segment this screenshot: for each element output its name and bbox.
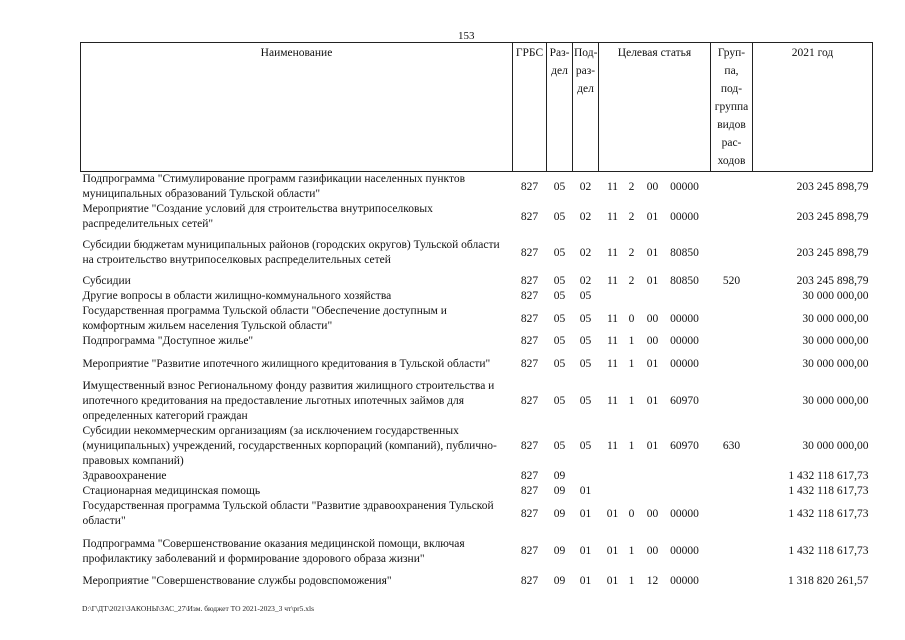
row-podrazdel xyxy=(573,469,599,484)
table-row xyxy=(81,202,873,232)
row-podrazdel: 01 xyxy=(579,507,592,520)
row-cs-direction: 60970 xyxy=(670,395,699,407)
row-cs-direction: 00000 xyxy=(670,507,699,520)
row-cs-program: 11 xyxy=(606,246,619,259)
row-amount: 203 245 898,79 xyxy=(796,180,869,193)
row-grbs: 827 xyxy=(520,275,539,287)
row-cs-direction: 00000 xyxy=(670,545,699,557)
row-cs-program: 01 xyxy=(606,575,619,587)
header-group-line: па, xyxy=(724,65,739,77)
row-grbs: 827 xyxy=(520,335,539,347)
row-cs-program: 11 xyxy=(606,395,619,407)
budget-table xyxy=(80,42,873,589)
header-expense-group xyxy=(711,43,753,172)
row-grbs: 827 xyxy=(520,470,539,482)
row-name: Мероприятие "Создание условий для строительства внутрипоселковых распределительных сетей" xyxy=(82,203,433,230)
table-row xyxy=(81,379,873,424)
row-razdel: 05 xyxy=(553,440,566,452)
header-name: Наименование xyxy=(81,43,513,172)
row-amount: 30 000 000,00 xyxy=(802,312,869,325)
row-razdel: 05 xyxy=(553,395,566,407)
row-grbs: 827 xyxy=(520,290,539,302)
row-target-article xyxy=(599,202,711,232)
row-cs-subprogram: 2 xyxy=(628,275,635,287)
table-row xyxy=(81,334,873,349)
row-podrazdel: 01 xyxy=(579,575,592,587)
row-amount: 30 000 000,00 xyxy=(802,395,869,407)
row-name: Мероприятие "Развитие ипотечного жилищного кредитования в Тульской области" xyxy=(82,357,491,370)
row-cs-program: 11 xyxy=(606,210,619,223)
row-cs-direction: 60970 xyxy=(670,440,699,452)
row-podrazdel: 05 xyxy=(579,440,592,452)
table-row xyxy=(81,484,873,499)
header-podrazdel xyxy=(573,43,599,172)
row-expense-group xyxy=(711,529,753,574)
row-expense-group: 520 xyxy=(722,275,741,287)
row-podrazdel: 02 xyxy=(579,275,592,287)
row-amount: 30 000 000,00 xyxy=(802,290,869,302)
row-amount: 203 245 898,79 xyxy=(796,275,869,287)
table-row xyxy=(81,349,873,379)
row-cs-subprogram: 1 xyxy=(628,357,635,370)
row-razdel: 05 xyxy=(553,357,566,370)
row-razdel: 05 xyxy=(553,180,566,193)
row-podrazdel: 02 xyxy=(579,210,592,223)
row-name: Подпрограмма "Стимулирование программ газификации населенных пунктов муниципальных образований Тульской области" xyxy=(82,173,466,200)
row-podrazdel: 02 xyxy=(579,180,592,193)
header-group-line: Груп- xyxy=(717,47,746,59)
row-cs-direction: 00000 xyxy=(670,357,699,370)
row-expense-group xyxy=(711,499,753,529)
row-cs-subprogram: 2 xyxy=(628,246,635,259)
row-amount: 1 432 118 617,73 xyxy=(788,470,869,482)
row-razdel: 05 xyxy=(553,312,566,325)
row-razdel: 09 xyxy=(553,470,566,482)
row-cs-subprogram: 2 xyxy=(628,180,635,193)
row-cs-event: 00 xyxy=(646,507,659,520)
row-razdel: 05 xyxy=(553,335,566,347)
row-target-article xyxy=(599,274,711,289)
table-row xyxy=(81,172,873,203)
row-cs-event: 01 xyxy=(646,395,659,407)
table-row xyxy=(81,232,873,274)
row-cs-event: 01 xyxy=(646,275,659,287)
file-path-footer: D:\Г\ДТ\2021\ЗАКОНЫ\ЗАС_27\Изм. бюджет ТО 2021-2023_3 чт\pr5.xls xyxy=(82,604,315,613)
row-target-article xyxy=(599,349,711,379)
row-cs-subprogram: 0 xyxy=(628,507,635,520)
row-cs-subprogram: 2 xyxy=(628,210,635,223)
row-podrazdel: 01 xyxy=(579,485,592,497)
row-razdel: 09 xyxy=(553,507,566,520)
row-target-article xyxy=(599,334,711,349)
header-year: 2021 год xyxy=(753,43,873,172)
row-name: Субсидии некоммерческим организациям (за исключением государственных (муниципальных) учреждений, государственных корпораций (компаний), публично-правовых компаний) xyxy=(82,425,497,467)
row-cs-event: 01 xyxy=(646,210,659,223)
row-amount: 30 000 000,00 xyxy=(802,440,869,452)
header-razdel-line: Раз- xyxy=(549,47,570,59)
row-amount: 1 432 118 617,73 xyxy=(788,545,869,557)
header-group-line: рас- xyxy=(721,137,742,149)
row-cs-event: 01 xyxy=(646,357,659,370)
row-grbs: 827 xyxy=(520,575,539,587)
row-cs-subprogram: 0 xyxy=(628,312,635,325)
row-target-article xyxy=(599,469,711,484)
row-cs-direction: 00000 xyxy=(670,335,699,347)
table-row xyxy=(81,529,873,574)
header-podrazdel-line: Под- xyxy=(574,47,598,59)
row-name: Другие вопросы в области жилищно-коммунального хозяйства xyxy=(82,290,392,302)
row-podrazdel: 05 xyxy=(579,312,592,325)
row-expense-group xyxy=(711,379,753,424)
row-grbs: 827 xyxy=(520,440,539,452)
row-podrazdel: 02 xyxy=(579,246,592,259)
table-row xyxy=(81,304,873,334)
row-cs-direction: 00000 xyxy=(670,312,699,325)
row-razdel: 05 xyxy=(553,246,566,259)
row-cs-program: 11 xyxy=(606,275,619,287)
row-target-article xyxy=(599,499,711,529)
row-cs-program: 01 xyxy=(606,507,619,520)
row-cs-direction: 80850 xyxy=(670,275,699,287)
row-expense-group xyxy=(711,469,753,484)
row-grbs: 827 xyxy=(520,312,539,325)
row-cs-program: 11 xyxy=(606,180,619,193)
row-expense-group xyxy=(711,349,753,379)
row-name: Здравоохранение xyxy=(82,470,167,482)
row-grbs: 827 xyxy=(520,507,539,520)
row-name: Имущественный взнос Региональному фонду развития жилищного строительства и ипотечного кредитования на предоставление льготных ипотечных займов для определенных категорий граждан xyxy=(82,380,495,422)
row-expense-group xyxy=(711,484,753,499)
header-group-line: ходов xyxy=(717,155,746,167)
row-cs-program: 11 xyxy=(606,335,619,347)
row-podrazdel: 05 xyxy=(579,290,592,302)
row-cs-program: 11 xyxy=(606,357,619,370)
row-amount: 203 245 898,79 xyxy=(796,210,869,223)
table-row xyxy=(81,424,873,469)
row-name: Подпрограмма "Совершенствование оказания медицинской помощи, включая профилактику заболеваний и формирование здорового образа жизни" xyxy=(82,537,465,565)
row-name: Субсидии xyxy=(82,275,131,287)
row-grbs: 827 xyxy=(520,545,539,557)
row-name: Стационарная медицинская помощь xyxy=(82,485,261,497)
row-name: Государственная программа Тульской области "Развитие здравоохранения Тульской области" xyxy=(82,500,494,527)
row-target-article xyxy=(599,304,711,334)
header-group-line: группа xyxy=(714,101,749,113)
row-amount: 1 432 118 617,73 xyxy=(788,507,869,520)
row-cs-direction: 00000 xyxy=(670,210,699,223)
row-target-article xyxy=(599,424,711,469)
row-amount: 30 000 000,00 xyxy=(802,357,869,370)
row-expense-group xyxy=(711,334,753,349)
row-amount: 203 245 898,79 xyxy=(796,246,869,259)
row-cs-program: 11 xyxy=(606,312,619,325)
row-podrazdel: 05 xyxy=(579,335,592,347)
row-target-article xyxy=(599,484,711,499)
row-amount: 1 432 118 617,73 xyxy=(788,485,869,497)
row-amount: 1 318 820 261,57 xyxy=(788,575,869,587)
row-grbs: 827 xyxy=(520,246,539,259)
row-name: Мероприятие "Совершенствование службы родовспоможения" xyxy=(82,575,392,587)
table-row xyxy=(81,469,873,484)
row-grbs: 827 xyxy=(520,180,539,193)
row-cs-event: 00 xyxy=(646,312,659,325)
row-podrazdel: 05 xyxy=(579,357,592,370)
row-razdel: 05 xyxy=(553,275,566,287)
row-expense-group xyxy=(711,172,753,203)
header-podrazdel-line: дел xyxy=(577,83,594,95)
header-razdel xyxy=(547,43,573,172)
row-cs-subprogram: 1 xyxy=(628,395,635,407)
row-cs-event: 00 xyxy=(646,180,659,193)
header-group-line: под- xyxy=(720,83,743,95)
row-target-article xyxy=(599,172,711,203)
row-expense-group xyxy=(711,289,753,304)
row-name: Подпрограмма "Доступное жилье" xyxy=(82,335,254,347)
row-cs-direction: 00000 xyxy=(670,180,699,193)
header-group-line: видов xyxy=(717,119,746,131)
row-cs-subprogram: 1 xyxy=(628,335,635,347)
row-target-article xyxy=(599,289,711,304)
row-expense-group xyxy=(711,574,753,589)
row-cs-event: 12 xyxy=(646,575,659,587)
row-name: Субсидии бюджетам муниципальных районов (городских округов) Тульской области на строительство внутрипоселковых распределительных сетей xyxy=(82,239,500,266)
row-cs-program: 01 xyxy=(606,545,619,557)
row-razdel: 09 xyxy=(553,485,566,497)
row-razdel: 05 xyxy=(553,290,566,302)
row-name: Государственная программа Тульской области "Обеспечение доступным и комфортным жильем населения Тульской области" xyxy=(82,305,447,332)
row-target-article xyxy=(599,232,711,274)
row-cs-event: 01 xyxy=(646,246,659,259)
row-target-article xyxy=(599,574,711,589)
row-podrazdel: 01 xyxy=(579,545,592,557)
row-amount: 30 000 000,00 xyxy=(802,335,869,347)
page-number: 153 xyxy=(458,30,475,42)
header-grbs: ГРБС xyxy=(513,43,547,172)
row-razdel: 09 xyxy=(553,575,566,587)
row-cs-subprogram: 1 xyxy=(628,545,635,557)
row-target-article xyxy=(599,379,711,424)
header-target-article: Целевая статья xyxy=(599,43,711,172)
row-expense-group xyxy=(711,202,753,232)
row-cs-direction: 80850 xyxy=(670,246,699,259)
row-razdel: 09 xyxy=(553,545,566,557)
row-cs-subprogram: 1 xyxy=(628,575,635,587)
row-podrazdel: 05 xyxy=(579,395,592,407)
row-cs-event: 00 xyxy=(646,335,659,347)
table-row xyxy=(81,289,873,304)
row-cs-event: 01 xyxy=(646,440,659,452)
header-razdel-line: дел xyxy=(551,65,568,77)
row-cs-subprogram: 1 xyxy=(628,440,635,452)
row-razdel: 05 xyxy=(553,210,566,223)
row-grbs: 827 xyxy=(520,485,539,497)
row-cs-direction: 00000 xyxy=(670,575,699,587)
row-expense-group xyxy=(711,304,753,334)
row-cs-program: 11 xyxy=(606,440,619,452)
table-row xyxy=(81,574,873,589)
row-target-article xyxy=(599,529,711,574)
header-podrazdel-line: раз- xyxy=(575,65,596,77)
row-grbs: 827 xyxy=(520,395,539,407)
table-row xyxy=(81,499,873,529)
table-row xyxy=(81,274,873,289)
row-expense-group xyxy=(711,232,753,274)
row-grbs: 827 xyxy=(520,357,539,370)
table-header-row xyxy=(81,43,873,172)
row-grbs: 827 xyxy=(520,210,539,223)
row-cs-event: 00 xyxy=(646,545,659,557)
row-expense-group: 630 xyxy=(722,440,741,452)
